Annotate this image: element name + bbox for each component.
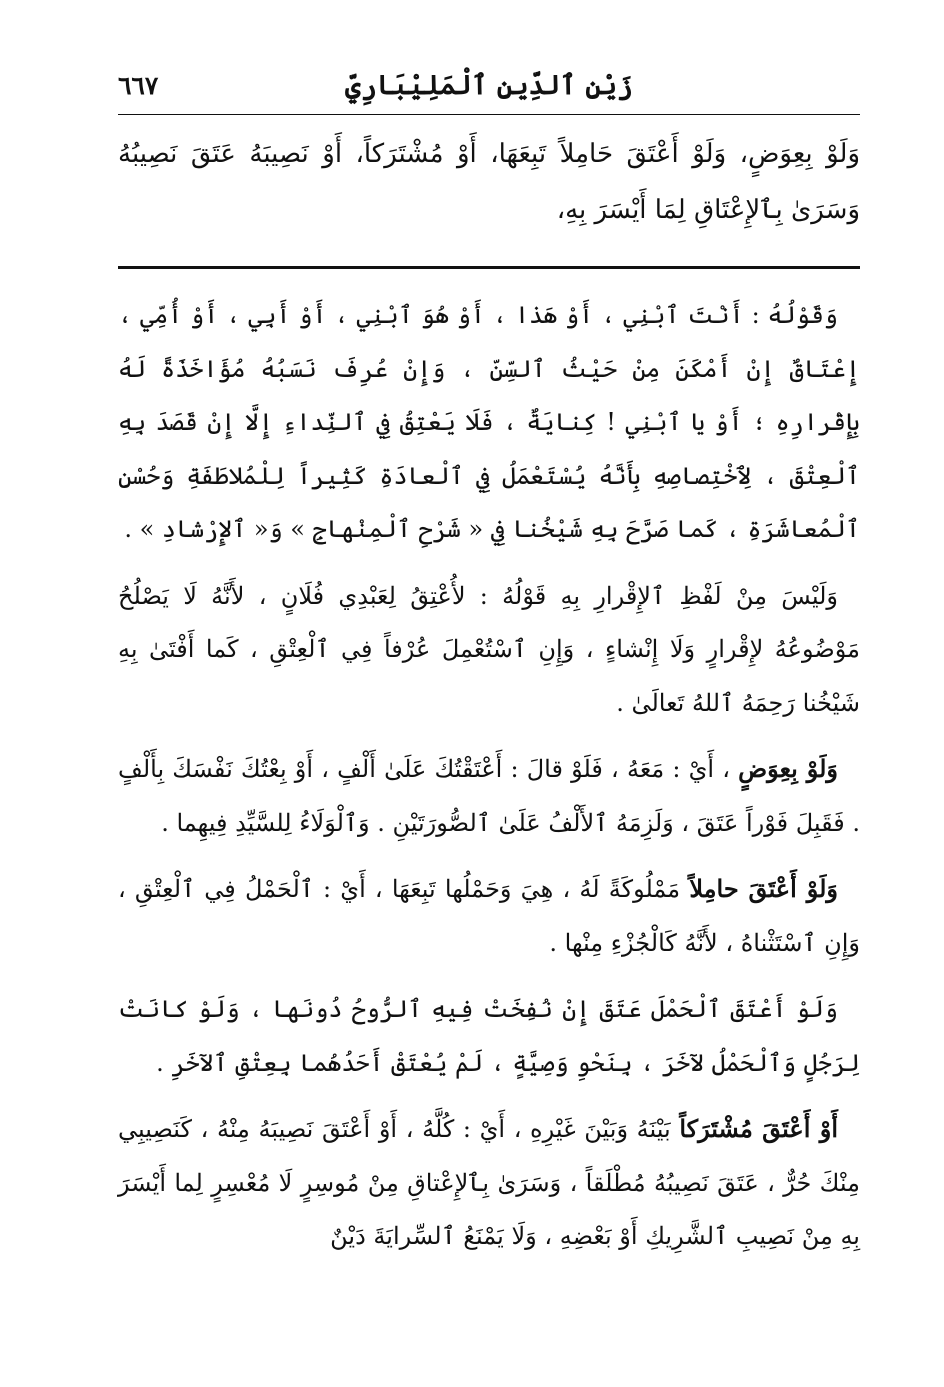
commentary-paragraph [118,742,860,850]
footnote-separator [118,266,860,269]
commentary-paragraph [118,862,860,970]
matn-text: وَلَوْ بِعِوَضٍ، وَلَوْ أَعْتَقَ حَامِلاً تَبِعَهَا، أَوْ مُشْتَرَكاً، أَوْ نَصِيبَهُ عَتَقَ نَصِيبُهُ وَسَرَىٰ بِٱلإِعْتَاقِ لِمَا أَيْسَرَ بِهِ، [118,139,860,225]
commentary-paragraph [118,1102,860,1264]
header-rule [118,114,860,115]
commentary-text: مَمْلُوكَةً لَهُ ، هِيَ وَحَمْلُها تَبِعَهَا ، أَيْ : ٱلْحَمْلُ فِي ٱلْعِتْقِ ، وَإِنِ ٱسْتَثْناهُ ، لأَنَّهُ كَالْجُزْءِ مِنْها . [118,875,860,957]
commentary-text: ، أَيْ : مَعَهُ ، فَلَوْ قالَ : أَعْتَقْتُكَ عَلَىٰ أَلْفٍ ، أَوْ بِعْتُكَ نَفْسَكَ بِأَلْفٍ . فَقَبِلَ فَوْراً عَتَقَ ، وَلَزِمَهُ ٱلأَلْفُ عَلَىٰ ٱلصُّورَتَيْنِ . وَٱلْوَلَاءُ لِلسَّيِّدِ فِيهِما . [118,755,860,837]
commentary-text: وَقَوْلُهُ : أَنْتَ ٱبْنِي ، أَوْ هَذا ، أَوْ هُوَ ٱبْنِي ، أَوْ أَبِي ، أَوْ أُمِّي ، إِعْتَاقٌ إِنْ أَمْكَنَ مِنْ حَيْثُ ٱلسِّنِّ ، وَإِنْ عُرِفَ نَسَبُهُ مُؤَاخَذَةً لَهُ بِإِقْرارِهِ ؛ أَوْ يا ٱبْنِي ! كِنايَةٌ ، فَلَا يَعْتِقُ فِي ٱلنِّداءِ إِلَّا إِنْ قَصَدَ بِهِ ٱلْعِتْقَ ، لِٱخْتِصاصِهِ بِأَنَّهُ يُسْتَعْمَلُ فِي ٱلْعادَةِ كَثِيراً لِلْمُلاطَفَةِ وَحُسْنِ ٱلْمُعاشَرَةِ ، كَما صَرَّحَ بِهِ شَيْخُنا فِي « شَرْحِ ٱلْمِنْهاجِ » وَ« ٱلإِرْشادِ » . [118,301,860,543]
commentary-paragraph [118,569,860,731]
matn-quote: أَوْ أَعْتَقَ مُشْتَرَكاً [679,1114,839,1143]
commentary-body [118,288,860,1276]
matn-quote: وَلَوْ بِعِوَضٍ [738,754,839,783]
page-title: زَيْنِ ٱلدِّينِ ٱلْمَلِيْبَارِيِّ [345,70,633,101]
matn-quote: وَلَوْ أَعْتَقَ حامِلاً [689,874,838,903]
commentary-text: وَلَيْسَ مِنْ لَفْظِ ٱلإِقْرارِ بِهِ قَوْلُهُ : لأُعْتِقُ لِعَبْدِي فُلَانٍ ، لأَنَّهُ لَا يَصْلُحُ مَوْضُوعُهُ لإِقْرارٍ وَلَا إِنْشاءٍ ، وَإِنِ ٱسْتُعْمِلَ عُرْفاً فِي ٱلْعِتْقِ ، كَما أَفْتَىٰ بِهِ شَيْخُنا رَحِمَهُ ٱللهُ تَعالَىٰ . [118,581,860,717]
commentary-text: بَيْنَهُ وَبَيْنَ غَيْرِهِ ، أَيْ : كُلَّهُ ، أَوْ أَعْتَقَ نَصِيبَهُ مِنْهُ ، كَنَصِيبِي مِنْكَ حُرٌّ ، عَتَقَ نَصِيبُهُ مُطْلَقاً ، وَسَرَىٰ بِٱلإِعْتاقِ مِنْ مُوسِرٍ لَا مُعْسِرٍ لِما أَيْسَرَ بِهِ مِنْ نَصِيبِ ٱلشَّرِيكِ أَوْ بَعْضِهِ ، وَلَا يَمْنَعُ ٱلسِّرايَةَ دَيْنٌ [118,1115,860,1250]
page-number: ٦٦٧ [118,71,159,100]
commentary-paragraph [118,288,860,557]
commentary-paragraph [118,982,860,1090]
commentary-text: وَلَوْ أَعْتَقَ ٱلْحَمْلَ عَتَقَ إِنْ نُفِخَتْ فِيهِ ٱلرُّوحُ دُونَها ، وَلَوْ كانَتْ لِرَجُلٍ وَٱلْحَمْلُ لآخَرَ ، بِنَحْوِ وَصِيَّةٍ ، لَمْ يُعْتَقْ أَحَدُهُما بِعِتْقِ ٱلآخَرِ . [118,995,860,1077]
page-header [118,66,860,110]
